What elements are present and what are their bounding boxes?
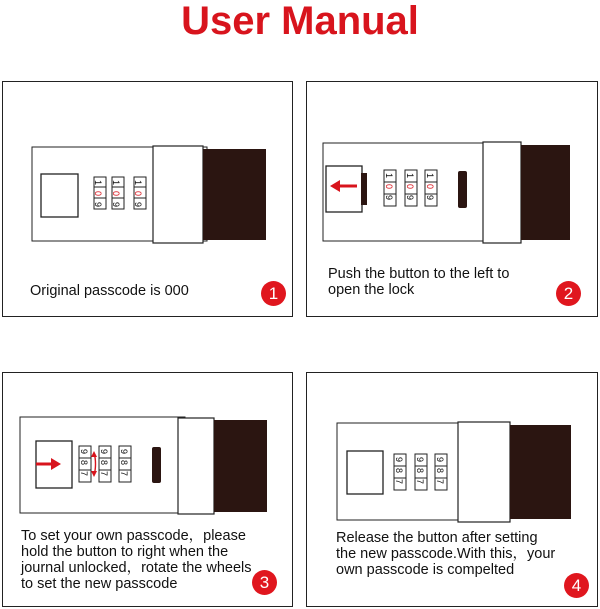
wheel-digit: 7 <box>394 478 405 485</box>
step-caption: Push the button to the left to open the lock <box>328 266 510 298</box>
step-caption: Release the button after setting the new passcode.With this，your own passcode is compelted <box>336 530 556 578</box>
wheel-digit: 9 <box>119 448 130 455</box>
wheel-digit: 9 <box>384 194 395 201</box>
wheel-digit: 9 <box>435 456 446 463</box>
wheel-digit: 7 <box>99 470 110 477</box>
step-number-badge: 4 <box>564 573 589 598</box>
step-number-badge: 1 <box>261 281 286 306</box>
wheel-digit: 0 <box>425 183 436 190</box>
wheel-digit: 1 <box>384 172 395 179</box>
strap <box>203 149 266 240</box>
wheel-digit: 8 <box>394 467 405 474</box>
wheel-digit: 7 <box>415 478 426 485</box>
wheel-digit: 0 <box>133 190 144 197</box>
wheel-digit: 9 <box>415 456 426 463</box>
wheel-digit: 1 <box>111 179 122 186</box>
step-4-panel <box>306 372 598 607</box>
wheel-digit: 7 <box>79 470 90 477</box>
wheel-digit: 9 <box>93 201 104 208</box>
wheel-digit: 8 <box>435 467 446 474</box>
step-number-badge: 3 <box>252 570 277 595</box>
wheel-digit: 1 <box>405 172 416 179</box>
wheel-digit: 7 <box>435 478 446 485</box>
wheel-digit: 0 <box>405 183 416 190</box>
wheel-digit: 9 <box>79 448 90 455</box>
wheel-digit: 8 <box>79 459 90 466</box>
wheel-digit: 1 <box>133 179 144 186</box>
wheel-digit: 7 <box>119 470 130 477</box>
wheel-digit: 9 <box>425 194 436 201</box>
wheel-digit: 8 <box>415 467 426 474</box>
step-caption: Original passcode is 000 <box>30 283 189 299</box>
page-title: User Manual <box>181 0 419 43</box>
step-1-panel <box>2 81 293 317</box>
step-3-panel <box>2 372 293 607</box>
wheel-digit: 8 <box>99 459 110 466</box>
wheel-digit: 9 <box>111 201 122 208</box>
wheel-digit: 0 <box>111 190 122 197</box>
wheel-digit: 0 <box>384 183 395 190</box>
step-caption: To set your own passcode，please hold the button to right when the journal unlocked，rotate the wheels to set the new passcode <box>21 528 252 592</box>
wheel-digit: 1 <box>93 179 104 186</box>
wheel-digit: 8 <box>119 459 130 466</box>
step-number-badge: 2 <box>556 281 581 306</box>
step-2-panel <box>306 81 598 317</box>
wheel-digit: 9 <box>133 201 144 208</box>
wheel-digit: 0 <box>93 190 104 197</box>
wheel-digit: 9 <box>394 456 405 463</box>
wheel-digit: 9 <box>99 448 110 455</box>
wheel-digit: 9 <box>405 194 416 201</box>
wheel-digit: 1 <box>425 172 436 179</box>
